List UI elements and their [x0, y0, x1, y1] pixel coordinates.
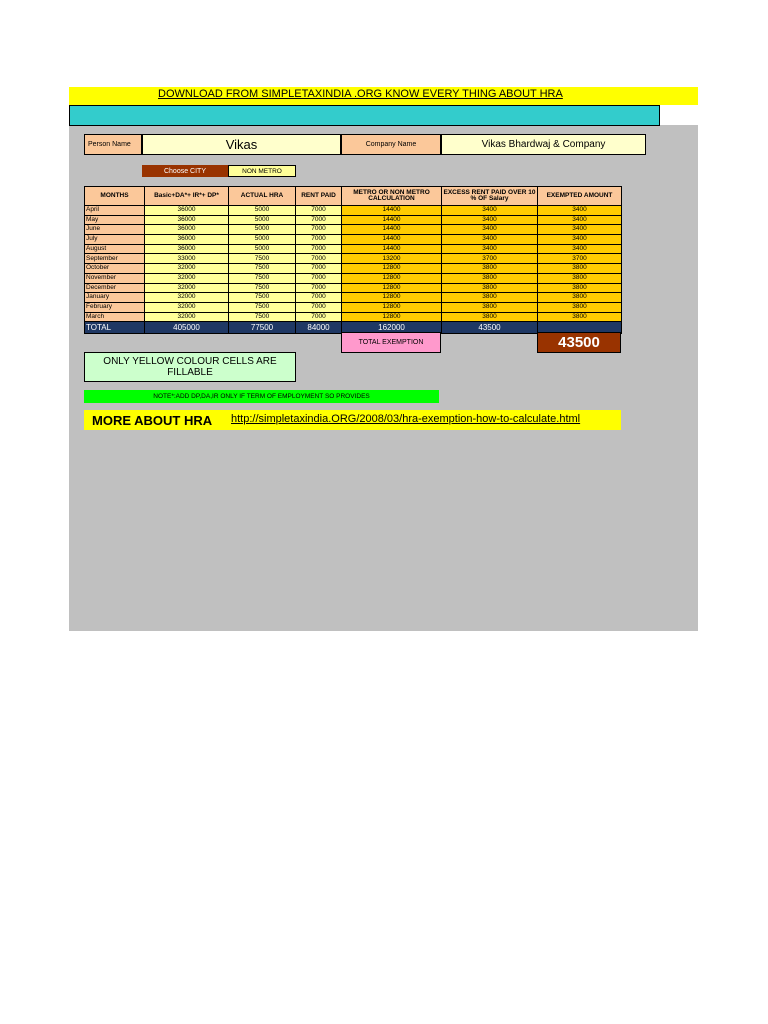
value-cell: 3400 — [538, 244, 622, 254]
value-cell[interactable]: 7000 — [296, 312, 342, 322]
value-cell[interactable]: 32000 — [145, 312, 229, 322]
total-exemption-value: 43500 — [537, 332, 621, 353]
employment-note: NOTE*:ADD DP,DA,IR ONLY IF TERM OF EMPLOYMENT SO PROVIDES — [84, 390, 439, 403]
value-cell[interactable]: 7500 — [229, 293, 296, 303]
value-cell: 12800 — [342, 273, 442, 283]
value-cell[interactable]: 7000 — [296, 283, 342, 293]
value-cell: 12800 — [342, 283, 442, 293]
value-cell: 12800 — [342, 293, 442, 303]
value-cell[interactable]: 32000 — [145, 302, 229, 312]
value-cell[interactable]: 5000 — [229, 235, 296, 245]
table-row — [85, 273, 622, 283]
value-cell: 3400 — [442, 235, 538, 245]
value-cell: 3400 — [442, 206, 538, 216]
value-cell[interactable]: 36000 — [145, 244, 229, 254]
hra-table — [84, 186, 622, 334]
value-cell: 14400 — [342, 244, 442, 254]
value-cell[interactable]: 5000 — [229, 206, 296, 216]
person-name-label: Person Name — [84, 134, 142, 155]
company-name-label: Company Name — [341, 134, 441, 155]
table-row — [85, 283, 622, 293]
value-cell: 3800 — [538, 264, 622, 274]
table-row — [85, 254, 622, 264]
value-cell[interactable]: 7000 — [296, 206, 342, 216]
value-cell: 3700 — [442, 254, 538, 264]
value-cell[interactable]: 36000 — [145, 206, 229, 216]
value-cell[interactable]: 7000 — [296, 302, 342, 312]
column-header: Basic+DA*+ IR*+ DP* — [145, 187, 229, 206]
month-cell: March — [85, 312, 145, 322]
value-cell[interactable]: 7000 — [296, 235, 342, 245]
value-cell[interactable]: 7500 — [229, 264, 296, 274]
total-cell: 43500 — [442, 322, 538, 334]
value-cell[interactable]: 36000 — [145, 225, 229, 235]
table-row — [85, 293, 622, 303]
value-cell[interactable]: 7000 — [296, 215, 342, 225]
month-cell: August — [85, 244, 145, 254]
value-cell[interactable]: 7000 — [296, 293, 342, 303]
city-select[interactable]: NON METRO — [228, 165, 296, 177]
month-cell: April — [85, 206, 145, 216]
total-cell: 84000 — [296, 322, 342, 334]
month-cell: November — [85, 273, 145, 283]
total-cell: 77500 — [229, 322, 296, 334]
hra-exemption-link[interactable]: http://simpletaxindia.ORG/2008/03/hra-exemption-how-to-calculate.html — [231, 413, 581, 425]
value-cell: 12800 — [342, 264, 442, 274]
value-cell[interactable]: 5000 — [229, 244, 296, 254]
value-cell[interactable]: 7000 — [296, 264, 342, 274]
value-cell[interactable]: 32000 — [145, 293, 229, 303]
column-header: EXEMPTED AMOUNT — [538, 187, 622, 206]
value-cell: 3800 — [442, 312, 538, 322]
value-cell: 14400 — [342, 225, 442, 235]
column-header: METRO OR NON METRO CALCULATION — [342, 187, 442, 206]
table-row — [85, 302, 622, 312]
value-cell: 3800 — [538, 273, 622, 283]
download-link[interactable]: DOWNLOAD FROM SIMPLETAXINDIA .ORG KNOW EVERY THING ABOUT HRA — [158, 88, 563, 100]
value-cell: 3800 — [442, 273, 538, 283]
total-cell: 405000 — [145, 322, 229, 334]
choose-city-label: Choose CITY — [142, 165, 228, 177]
table-row — [85, 235, 622, 245]
title-bar — [69, 105, 660, 126]
table-row — [85, 244, 622, 254]
value-cell: 3400 — [442, 244, 538, 254]
value-cell[interactable]: 33000 — [145, 254, 229, 264]
fillable-note: ONLY YELLOW COLOUR CELLS ARE FILLABLE — [84, 352, 296, 382]
value-cell: 3800 — [538, 283, 622, 293]
value-cell[interactable]: 7000 — [296, 225, 342, 235]
company-name-field[interactable]: Vikas Bhardwaj & Company — [441, 134, 646, 155]
month-cell: October — [85, 264, 145, 274]
value-cell: 3800 — [442, 293, 538, 303]
value-cell[interactable]: 7000 — [296, 273, 342, 283]
value-cell: 3800 — [538, 293, 622, 303]
column-header: MONTHS — [85, 187, 145, 206]
value-cell[interactable]: 7500 — [229, 302, 296, 312]
table-row — [85, 264, 622, 274]
total-cell: 162000 — [342, 322, 442, 334]
value-cell[interactable]: 7000 — [296, 244, 342, 254]
total-label: TOTAL — [85, 322, 145, 334]
month-cell: May — [85, 215, 145, 225]
value-cell[interactable]: 36000 — [145, 235, 229, 245]
value-cell: 3800 — [442, 283, 538, 293]
value-cell: 3400 — [442, 215, 538, 225]
value-cell[interactable]: 7500 — [229, 312, 296, 322]
month-cell: July — [85, 235, 145, 245]
value-cell[interactable]: 7500 — [229, 254, 296, 264]
value-cell: 3800 — [538, 312, 622, 322]
table-header-row — [85, 187, 622, 206]
value-cell[interactable]: 7500 — [229, 283, 296, 293]
value-cell: 3400 — [538, 235, 622, 245]
value-cell[interactable]: 5000 — [229, 225, 296, 235]
month-cell: December — [85, 283, 145, 293]
more-about-hra-bar — [84, 410, 621, 430]
month-cell: June — [85, 225, 145, 235]
month-cell: February — [85, 302, 145, 312]
value-cell: 3700 — [538, 254, 622, 264]
value-cell[interactable]: 36000 — [145, 215, 229, 225]
column-header: ACTUAL HRA — [229, 187, 296, 206]
value-cell: 12800 — [342, 302, 442, 312]
value-cell: 12800 — [342, 312, 442, 322]
value-cell[interactable]: 7500 — [229, 273, 296, 283]
value-cell: 3400 — [442, 225, 538, 235]
value-cell[interactable]: 32000 — [145, 283, 229, 293]
value-cell[interactable]: 32000 — [145, 273, 229, 283]
total-exemption-label: TOTAL EXEMPTION — [341, 332, 441, 353]
value-cell: 3400 — [538, 225, 622, 235]
table-row — [85, 206, 622, 216]
column-header: RENT PAID — [296, 187, 342, 206]
value-cell: 13200 — [342, 254, 442, 264]
value-cell: 3800 — [442, 264, 538, 274]
download-banner — [69, 87, 698, 105]
value-cell[interactable]: 32000 — [145, 264, 229, 274]
value-cell: 14400 — [342, 206, 442, 216]
value-cell[interactable]: 7000 — [296, 254, 342, 264]
value-cell: 14400 — [342, 215, 442, 225]
more-about-hra-title: MORE ABOUT HRA — [92, 413, 213, 428]
table-row — [85, 215, 622, 225]
month-cell: September — [85, 254, 145, 264]
value-cell: 3400 — [538, 215, 622, 225]
table-row — [85, 225, 622, 235]
value-cell: 14400 — [342, 235, 442, 245]
table-row — [85, 312, 622, 322]
month-cell: January — [85, 293, 145, 303]
column-header: EXCESS RENT PAID OVER 10 % OF Salary — [442, 187, 538, 206]
person-name-field[interactable]: Vikas — [142, 134, 341, 155]
value-cell: 3800 — [538, 302, 622, 312]
value-cell[interactable]: 5000 — [229, 215, 296, 225]
value-cell: 3400 — [538, 206, 622, 216]
value-cell: 3800 — [442, 302, 538, 312]
